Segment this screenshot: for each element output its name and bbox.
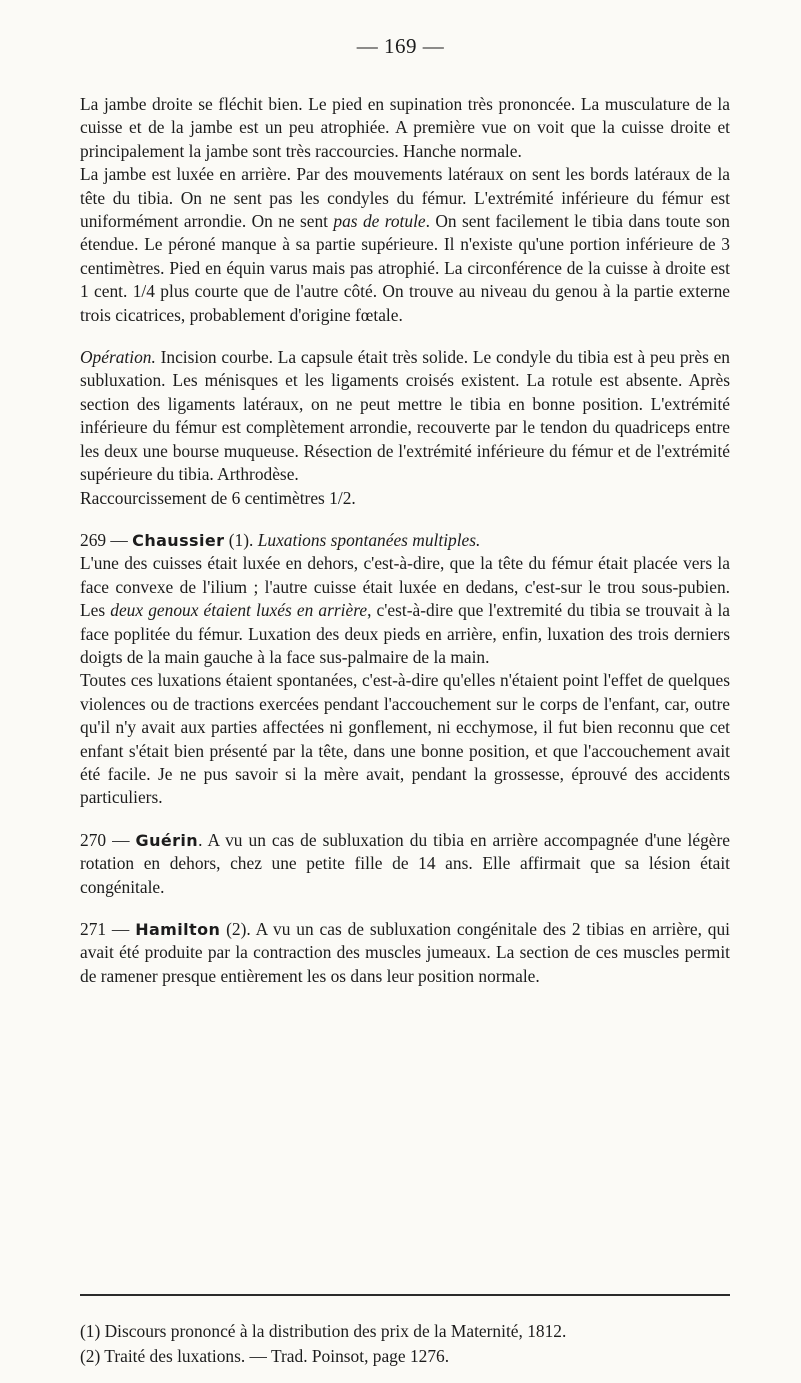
spacer	[80, 510, 730, 529]
paragraph-operation	[80, 346, 730, 486]
page-body	[80, 93, 730, 988]
text-segment: , c'est-à-dire que l'extremité du tibia se trouvait à la face poplitée du fémur. Luxation des deux pieds en arrière, enfin, luxation des trois derniers doigts de la main gauche à la face sus-palmaire de la main.	[80, 600, 730, 667]
paragraph-shortening: Raccourcissement de 6 centimètres 1/2.	[80, 487, 356, 508]
text-segment: . A vu un cas de subluxation du tibia en arrière accompagnée d'une légère rotation en dehors, chez une petite fille de 14 ans. Elle affirmait que sa lésion était congénitale.	[80, 829, 731, 897]
footnote-2: (2) Traité des luxations. — Trad. Poinsot, page 1276.	[80, 1346, 450, 1366]
entry-number: 271 —	[80, 919, 136, 939]
page-number: — 169 —	[356, 34, 445, 58]
entry-269-heading	[80, 529, 730, 552]
footnote-divider	[80, 1294, 730, 1296]
spacer	[80, 810, 730, 829]
paragraph-multiple-luxations	[80, 552, 730, 669]
footnotes	[80, 1319, 730, 1369]
text-segment: Incision courbe. La capsule était très solide. Le condyle du tibia est à peu près en subluxation. Les ménisques et les ligaments croisés existent. La rotule est absente. Après section des ligaments latéraux, on ne peut mettre le tibia en bonne position. L'extrémité inférieure du fémur est complètement arrondie, recouverte par le tendon du quadriceps entre les deux une bourse muqueuse. Résection de l'extrémité inférieure du fémur et de l'extrémité supérieure du tibia. Arthrodèse.	[80, 347, 730, 485]
author-name: Hamilton	[135, 920, 221, 939]
text-segment: (2). A vu un cas de subluxation congénitale des 2 tibias en arrière, qui avait été produite par la contraction des muscles jumeaux. La section de ces muscles permit de ramener presque entièrement les os dans leur position normale.	[80, 919, 731, 986]
spacer	[80, 899, 730, 918]
entry-number: 270 —	[80, 829, 136, 850]
paragraph-spontaneous: Toutes ces luxations étaient spontanées, c'est-à-dire qu'elles n'étaient point l'effet de quelques violences ou de tractions exercées pendant l'accouchement sur le corps de l'enfant, car, outre qu'il n'y avait aux parties affectées ni gonflement, ni ecchymose, il fut bien reconnu que cet enfant s'était bien présenté par la tête, dans une bonne position, et que l'accouchement avait été facile. Je ne pus savoir si la mère avait, pendant la grossesse, éprouvé des accidents particuliers.	[80, 670, 730, 808]
spacer	[80, 327, 730, 346]
entry-title: Luxations spontanées multiples.	[257, 529, 481, 550]
entry-270	[80, 829, 730, 899]
entry-271	[80, 918, 730, 988]
operation-label: Opération.	[80, 347, 156, 368]
paragraph-luxation-findings	[80, 163, 730, 327]
italic-text: deux genoux étaient luxés en arrière	[110, 600, 368, 621]
entry-number: 269 —	[80, 529, 133, 550]
italic-text: pas de rotule	[333, 211, 426, 232]
footnote-1: (1) Discours prononcé à la distribution des prix de la Maternité, 1812.	[80, 1321, 567, 1341]
author-name: Chaussier	[132, 530, 225, 550]
footnote-ref: (1).	[224, 529, 258, 550]
paragraph-leg-description: La jambe droite se fléchit bien. Le pied en supination très prononcée. La musculature de la cuisse et de la jambe est un peu atrophiée. A première vue on voit que la cuisse droite et principalement la jambe sont très raccourcies. Hanche normale.	[80, 94, 730, 161]
text-segment: La jambe est luxée en arrière. Par des mouvements latéraux on sent les bords latéraux de la tête du tibia. On ne sent pas les condyles du fémur. L'extrémité inférieure du fémur est uniformément arrondie. On ne sent	[80, 164, 730, 232]
author-name: Guérin	[135, 830, 199, 850]
text-segment: . On sent facilement le tibia dans toute son étendue. Le péroné manque à sa partie supérieure. Il n'existe qu'une portion inférieure de 3 centimètres. Pied en équin varus mais pas atrophié. La circonférence de la cuisse à droite est 1 cent. 1/4 plus courte que de l'autre côté. On trouve au niveau du genou à la partie externe trois cicatrices, probablement d'origine fœtale.	[80, 211, 730, 325]
text-segment: L'une des cuisses était luxée en dehors, c'est-à-dire, que la tête du fémur était placée vers la face convexe de l'ilium ; l'autre cuisse était luxée en dedans, c'est-sur le trou sous-pubien. Les	[80, 553, 730, 621]
